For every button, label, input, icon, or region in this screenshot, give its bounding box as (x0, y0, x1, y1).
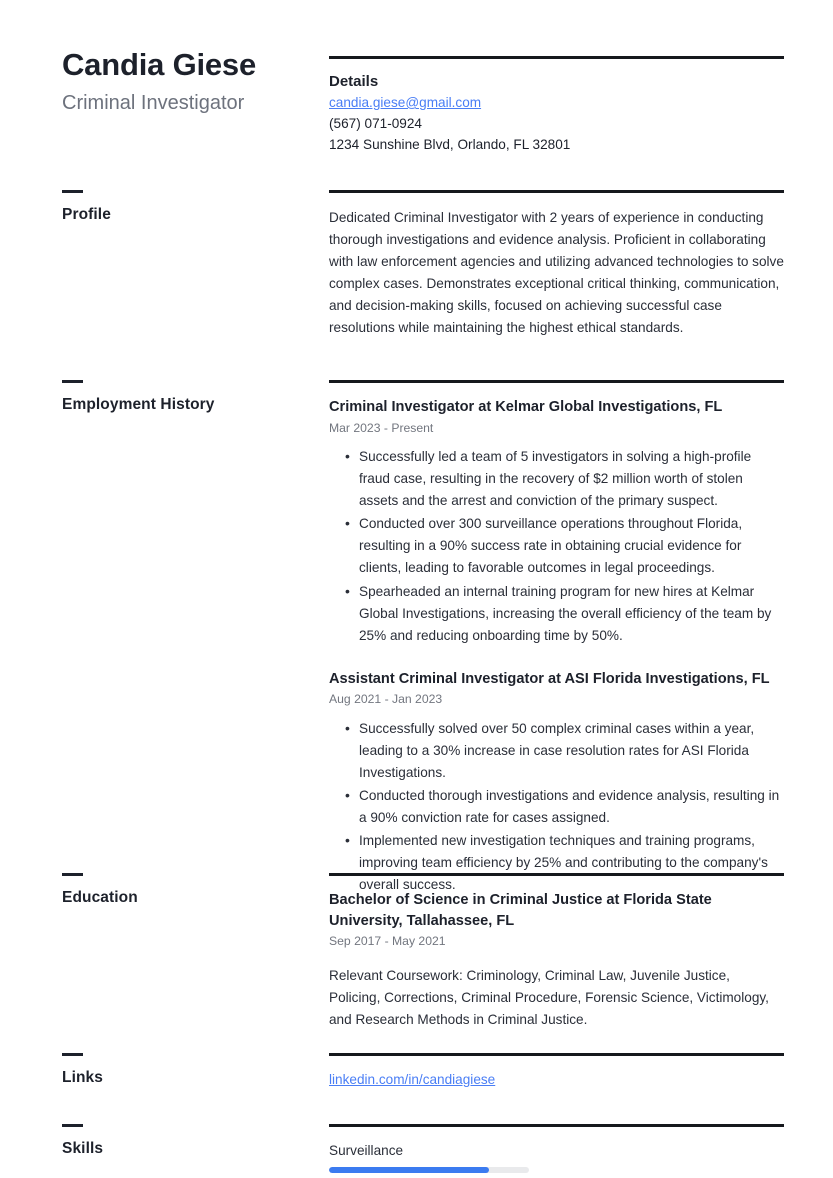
skill-name: Surveillance (329, 1143, 404, 1158)
entry-date: Aug 2021 - Jan 2023 (329, 692, 443, 707)
entry-title: Assistant Criminal Investigator at ASI Florida Investigations, FL (329, 670, 770, 687)
employment-label: Employment History (62, 396, 215, 413)
education-entry (329, 890, 784, 1031)
profile-content (329, 190, 784, 339)
dash-icon (62, 1124, 83, 1127)
page-title: Candia Giese (62, 47, 257, 82)
skills-label: Skills (62, 1140, 104, 1157)
entry-date: Mar 2023 - Present (329, 420, 434, 435)
list-item: • Conducted over 300 surveillance operations throughout Florida, resulting in a 90% success rate in obtaining crucial evidence for clients, leading to favorable outcomes in legal proceedings. (351, 513, 784, 579)
skill-item (329, 1141, 784, 1173)
list-item: • Spearheaded an internal training program for new hires at Kelmar Global Investigations, increasing the overall efficiency of the team by 25% and reducing onboarding time by 50%. (351, 581, 784, 647)
sidebar-item-links (62, 1053, 302, 1088)
sidebar-item-skills (62, 1124, 302, 1159)
header-job-title: Criminal Investigator (62, 91, 245, 114)
sidebar-item-education (62, 873, 302, 908)
list-item: • Successfully solved over 50 complex criminal cases within a year, leading to a 30% increase in case resolution rates for ASI Florida Investigations. (351, 718, 784, 784)
profile-label: Profile (62, 206, 111, 223)
entry-title: Bachelor of Science in Criminal Justice at Florida State University, Tallahassee, FL (329, 892, 712, 929)
employment-divider (329, 380, 784, 383)
employment-entry (329, 669, 784, 897)
sidebar-item-profile (62, 190, 302, 225)
details-block (329, 56, 784, 155)
dash-icon (62, 190, 83, 193)
skill-level-track (329, 1167, 529, 1173)
links-label: Links (62, 1069, 103, 1086)
links-content (329, 1053, 784, 1091)
entry-bullets (329, 446, 784, 646)
list-item: • Conducted thorough investigations and evidence analysis, resulting in a 90% conviction rate for cases assigned. (351, 785, 784, 829)
dash-icon (62, 1053, 83, 1056)
skills-divider (329, 1124, 784, 1127)
entry-description: Relevant Coursework: Criminology, Criminal Law, Juvenile Justice, Policing, Corrections, Criminal Procedure, Forensic Science, Victimology, and Research Methods in Criminal Justice. (329, 968, 769, 1028)
entry-title: Criminal Investigator at Kelmar Global Investigations, FL (329, 399, 723, 415)
employment-content (329, 380, 784, 897)
dash-icon (62, 380, 83, 383)
profile-divider (329, 190, 784, 193)
link-row (329, 1070, 784, 1091)
entry-date: Sep 2017 - May 2021 (329, 934, 446, 949)
details-divider (329, 56, 784, 59)
details-email-row (329, 93, 784, 114)
details-heading: Details (329, 73, 379, 90)
sidebar-item-employment (62, 380, 302, 415)
employment-entry (329, 397, 784, 647)
education-content (329, 873, 784, 1031)
skills-content (329, 1124, 784, 1173)
linkedin-link[interactable]: linkedin.com/in/candiagiese (329, 1072, 496, 1087)
details-address: 1234 Sunshine Blvd, Orlando, FL 32801 (329, 136, 571, 152)
list-item: • Implemented new investigation techniques and training programs, improving team efficiency by 25% and contributing to the company's overall success. (351, 830, 784, 896)
education-divider (329, 873, 784, 876)
email-link[interactable]: candia.giese@gmail.com (329, 95, 482, 110)
list-item: • Successfully led a team of 5 investigators in solving a high-profile fraud case, resulting in the recovery of $2 million worth of stolen assets and the arrest and conviction of the primary suspect. (351, 446, 784, 512)
entry-bullets (329, 718, 784, 896)
skill-level-fill (329, 1167, 489, 1173)
profile-text: Dedicated Criminal Investigator with 2 years of experience in conducting thorough investigations and evidence analysis. Proficient in collaborating with law enforcement agencies and utilizing advanced technologies to solve complex cases. Demonstrates exceptional critical thinking, communication, and decision-making skills, focused on achieving successful case resolutions while maintaining the highest ethical standards. (329, 210, 784, 336)
education-label: Education (62, 889, 138, 906)
links-divider (329, 1053, 784, 1056)
header-identity (62, 48, 302, 116)
details-phone: (567) 071-0924 (329, 115, 422, 131)
dash-icon (62, 873, 83, 876)
